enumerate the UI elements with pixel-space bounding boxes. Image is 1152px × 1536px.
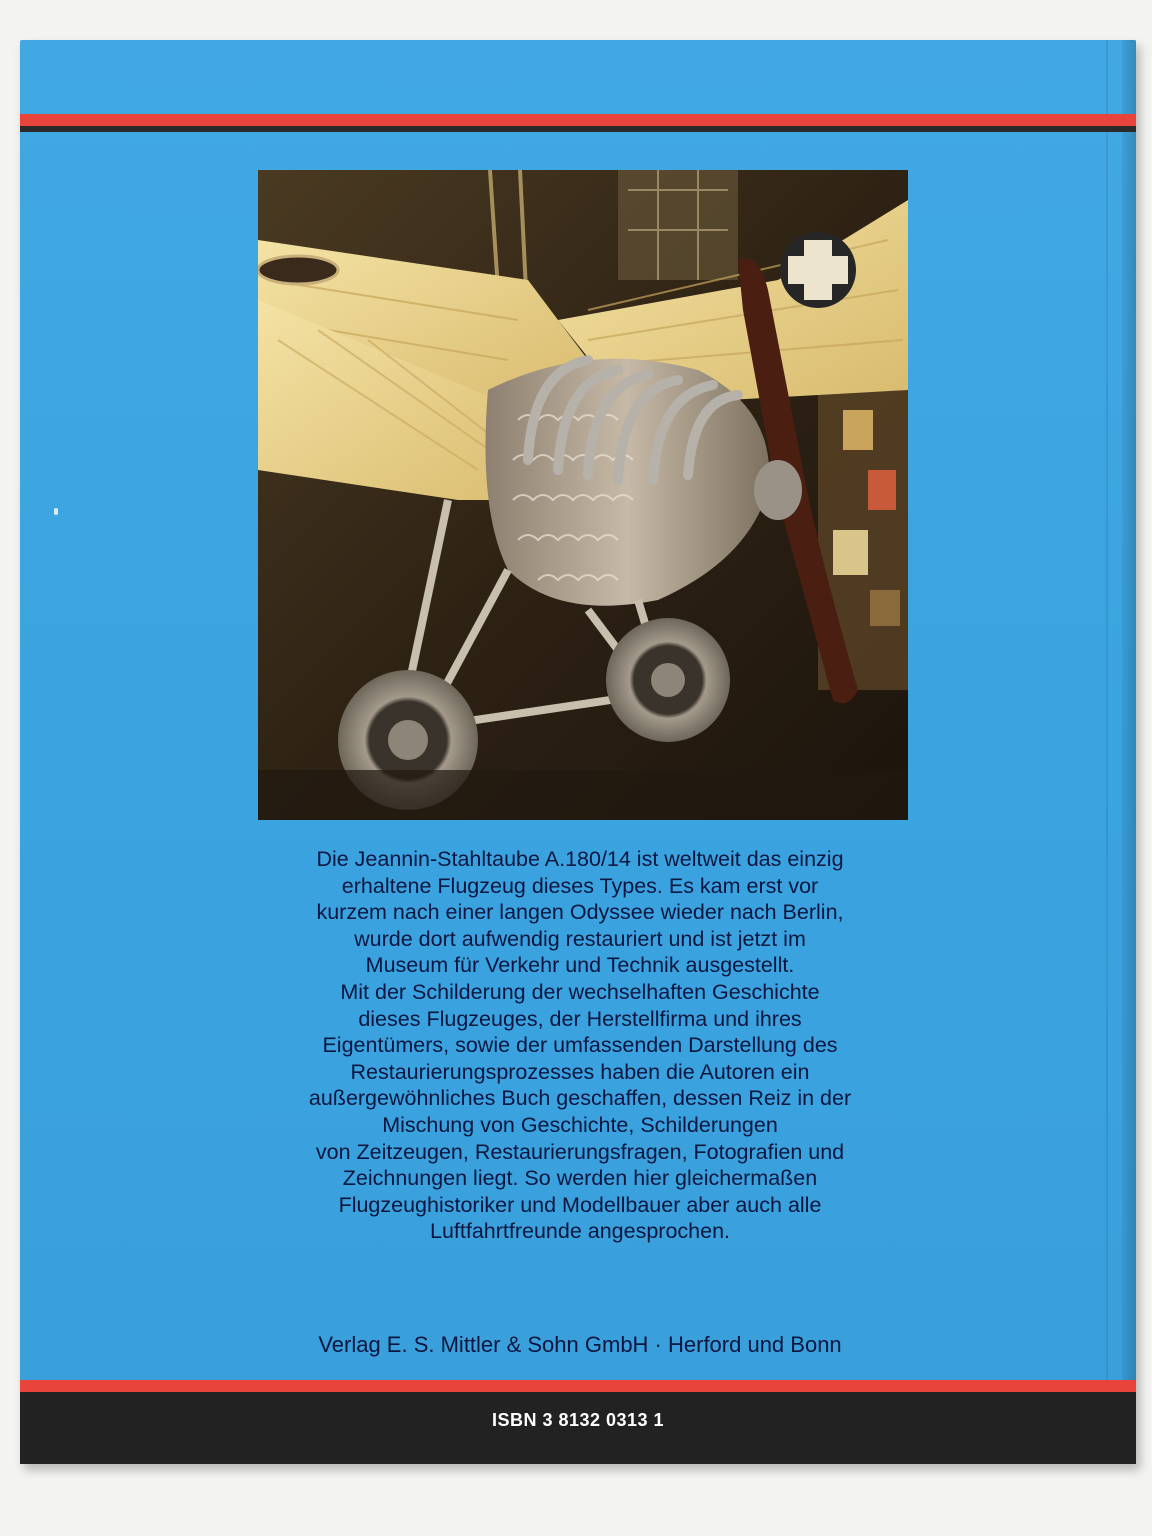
blurb-line: Mit der Schilderung der wechselhaften Geschichte	[340, 979, 820, 1004]
bottom-bar	[20, 1380, 1136, 1464]
blurb-line: kurzem nach einer langen Odyssee wieder nach Berlin,	[316, 900, 844, 925]
blurb-line: Restaurierungsprozesses haben die Autoren ein	[350, 1059, 810, 1084]
cover-nick	[54, 508, 58, 515]
cover-hinge	[1106, 40, 1108, 1464]
top-stripe	[20, 114, 1136, 132]
blurb-line: von Zeitzeugen, Restaurierungsfragen, Fotografien und	[315, 1139, 845, 1164]
spine-edge	[1122, 40, 1136, 1464]
blurb-line: Luftfahrtfreunde angesprochen.	[429, 1219, 731, 1244]
blurb-line: dieses Flugzeuges, der Herstellfirma und ihres	[358, 1006, 802, 1031]
publisher-line: Verlag E. S. Mittler & Sohn GmbH · Herford und Bonn	[318, 1332, 842, 1357]
blurb-line: Eigentümers, sowie der umfassenden Darstellung des	[322, 1033, 838, 1058]
blurb-line: wurde dort aufwendig restauriert und ist jetzt im	[354, 926, 806, 951]
blurb-line: Flugzeughistoriker und Modellbauer aber auch alle	[338, 1192, 822, 1217]
book-back-cover	[20, 40, 1136, 1464]
blurb-line: erhaltene Flugzeug dieses Types. Es kam erst vor	[341, 873, 819, 898]
blurb-line: Die Jeannin-Stahltaube A.180/14 ist weltweit das einzig	[316, 847, 844, 871]
airplane-photo	[258, 170, 908, 820]
bottom-red-stripe	[20, 1380, 1136, 1392]
isbn-label: ISBN 3 8132 0313 1	[491, 1410, 665, 1430]
blurb-line: Museum für Verkehr und Technik ausgestellt.	[365, 953, 795, 978]
top-red-stripe	[20, 114, 1136, 126]
blurb-line: Zeichnungen liegt. So werden hier gleichermaßen	[342, 1166, 818, 1191]
blurb-line: außergewöhnliches Buch geschaffen, dessen Reiz in der	[308, 1086, 852, 1111]
blurb-line: Mischung von Geschichte, Schilderungen	[382, 1112, 778, 1137]
blurb-text	[220, 846, 940, 1245]
